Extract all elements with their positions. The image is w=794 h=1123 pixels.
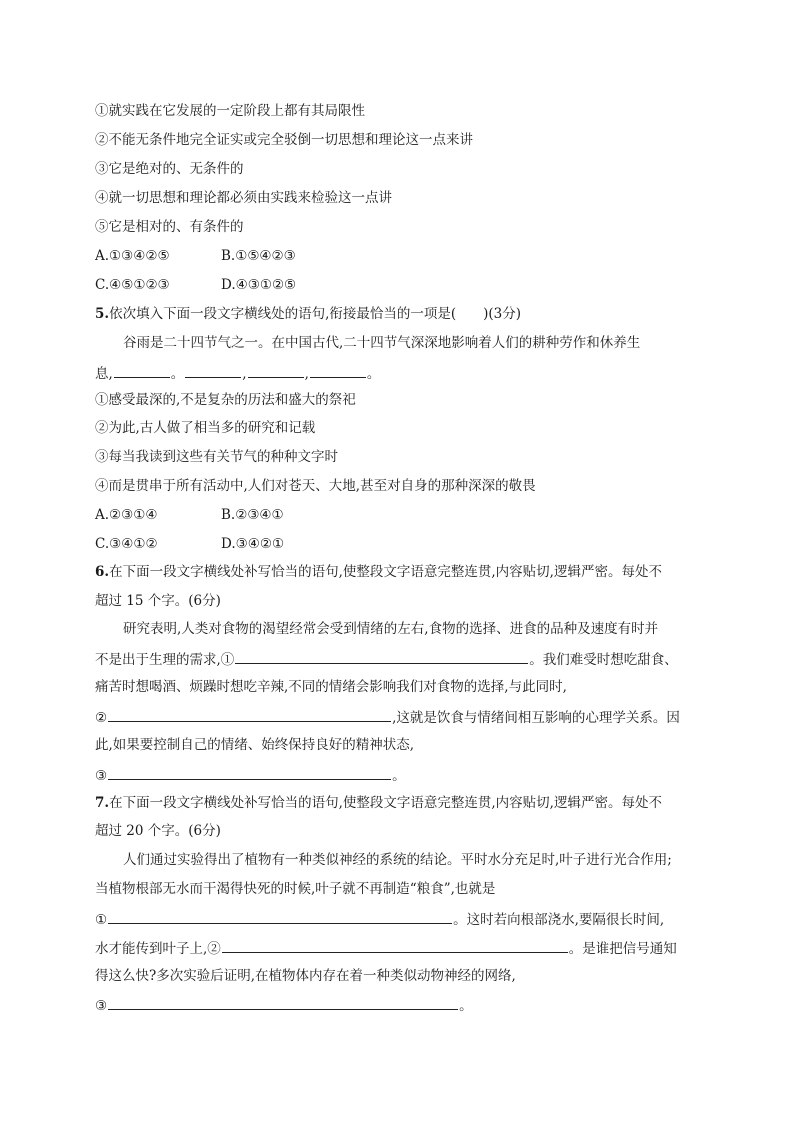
passage-line: 研究表明,人类对食物的渴望经常会受到情绪的左右,食物的选择、进食的品种及速度有时并	[123, 621, 659, 637]
passage-line	[95, 765, 406, 785]
question-text: 超过 20 个字。(6分)	[95, 823, 221, 839]
option-row	[95, 506, 347, 524]
passage-line	[95, 995, 473, 1015]
question-number: 7.	[95, 795, 110, 811]
passage-text: ,这就是饮食与情绪间相互影响的心理学关系。因	[392, 710, 680, 726]
passage-line	[95, 707, 680, 727]
list-item: ③每当我读到这些有关节气的种种文字时	[95, 449, 338, 465]
list-item: ②不能无条件地完全证实或完全驳倒一切思想和理论这一点来讲	[95, 132, 473, 148]
option-c: C.④⑤①②③	[95, 277, 170, 293]
answer-blank[interactable]	[310, 363, 366, 378]
passage-line	[95, 909, 664, 929]
option-a: A.①③④②⑤	[95, 248, 170, 264]
passage-text: 水才能传到叶子上,②	[95, 941, 221, 957]
answer-blank[interactable]	[185, 363, 241, 378]
answer-blank-3[interactable]	[108, 765, 391, 780]
question-6-stem	[95, 563, 662, 581]
passage-text: 。	[392, 768, 406, 784]
option-d: D.④③①②⑤	[221, 277, 297, 293]
passage-line: 当植物根部无水而干渴得快死的时候,叶子就不再制造“粮食”,也就是	[95, 881, 496, 897]
passage-text: 。	[459, 998, 473, 1014]
list-item: ⑤它是相对的、有条件的	[95, 219, 244, 235]
answer-blank-1[interactable]	[108, 909, 452, 924]
passage-text: 。	[170, 366, 185, 382]
passage-text: 。	[366, 366, 381, 382]
answer-blank-3[interactable]	[108, 995, 458, 1010]
list-item: ④而是贯串于所有活动中,人们对苍天、大地,甚至对自身的那种深深的敬畏	[95, 478, 536, 494]
passage-line: 痛苦时想喝酒、烦躁时想吃辛辣,不同的情绪会影响我们对食物的选择,与此同时,	[95, 679, 567, 695]
passage-line: 人们通过实验得出了植物有一种类似神经的系统的结论。平时水分充足时,叶子进行光合作用;	[123, 852, 672, 868]
passage-text: ②	[95, 710, 108, 726]
question-number: 5.	[95, 306, 110, 322]
option-row	[95, 535, 347, 553]
option-b: B.②③④①	[221, 507, 284, 523]
answer-blank-2[interactable]	[222, 938, 568, 953]
answer-blank-1[interactable]	[235, 649, 528, 664]
passage-text: 不是出于生理的需求,①	[95, 652, 235, 668]
question-5-stem	[95, 305, 521, 323]
list-item: ②为此,古人做了相当多的研究和记载	[95, 420, 316, 436]
question-7-stem	[95, 794, 662, 812]
list-item: ④就一切思想和理论都必须由实践来检验这一点讲	[95, 190, 392, 206]
list-item: ①感受最深的,不是复杂的历法和盛大的祭祀	[95, 392, 356, 408]
option-a: A.②③①④	[95, 507, 158, 523]
passage-text: ③	[95, 768, 108, 784]
option-b: B.①⑤④②③	[221, 248, 296, 264]
passage-text: ①	[95, 912, 108, 928]
passage-line	[95, 363, 380, 383]
passage-text: 。这时若向根部浇水,要隔很长时间,	[453, 912, 665, 928]
question-number: 6.	[95, 564, 110, 580]
passage-line: 得这么快?多次实验后证明,在植物体内存在着一种类似动物神经的网络,	[95, 968, 516, 984]
passage-text: 息,	[95, 366, 113, 382]
option-c: C.③④①②	[95, 536, 158, 552]
question-text: 依次填入下面一段文字横线处的语句,衔接最恰当的一项是( )(3分)	[109, 306, 522, 322]
passage-text: 。我们难受时想吃甜食、	[529, 652, 678, 668]
passage-line	[95, 938, 677, 958]
question-text: 在下面一段文字横线处补写恰当的语句,使整段文字语意完整连贯,内容贴切,逻辑严密。每处不	[109, 564, 662, 580]
answer-blank[interactable]	[248, 363, 304, 378]
passage-text: ,	[242, 366, 247, 382]
list-item: ③它是绝对的、无条件的	[95, 161, 244, 177]
passage-line: 此,如果要控制自己的情绪、始终保持良好的精神状态,	[95, 737, 415, 753]
passage-line: 谷雨是二十四节气之一。在中国古代,二十四节气深深地影响着人们的耕种劳作和休养生	[123, 335, 641, 351]
passage-text: ,	[304, 366, 309, 382]
answer-blank-2[interactable]	[108, 707, 391, 722]
list-item: ①就实践在它发展的一定阶段上都有其局限性	[95, 103, 365, 119]
passage-line	[95, 649, 678, 669]
option-d: D.③④②①	[221, 536, 285, 552]
option-row	[95, 247, 347, 265]
option-row	[95, 276, 347, 294]
question-text: 在下面一段文字横线处补写恰当的语句,使整段文字语意完整连贯,内容贴切,逻辑严密。每处不	[109, 795, 662, 811]
passage-text: 。是谁把信号通知	[568, 941, 677, 957]
answer-blank[interactable]	[114, 363, 170, 378]
passage-text: ③	[95, 998, 108, 1014]
question-text: 超过 15 个字。(6分)	[95, 593, 221, 609]
